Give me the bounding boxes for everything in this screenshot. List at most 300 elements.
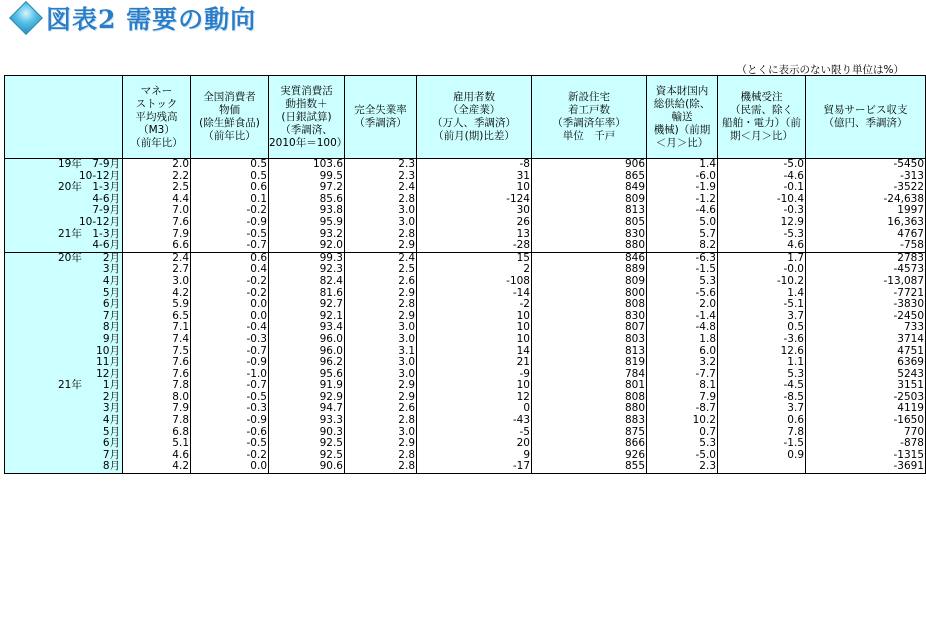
data-cell: -3830 [806,299,926,311]
data-cell: 8.2 [647,240,718,252]
header-line: （全産業） [447,104,501,116]
data-cell: 830 [532,311,647,323]
data-cell: -0.9 [191,217,269,229]
data-cell: 31 [417,171,532,183]
data-cell: 2.3 [647,461,718,473]
data-cell: -0.2 [191,450,269,462]
data-cell: 3.0 [345,427,417,439]
header-row [5,76,926,159]
data-cell: 3.1 [345,346,417,358]
data-cell: 2.6 [345,403,417,415]
data-cell: 10 [417,380,532,392]
data-cell: -10.2 [718,276,806,288]
data-cell: 865 [532,171,647,183]
row-label: 5月 [5,427,123,439]
row-label: 10月 [5,346,123,358]
data-cell: -4.8 [647,322,718,334]
data-cell: 1.4 [718,288,806,300]
data-cell: 10 [417,182,532,194]
header-line: 資本財国内 [655,84,709,97]
row-label: 7-9月 [5,205,123,217]
data-cell: 0.0 [191,461,269,473]
data-cell: 1.4 [647,159,718,171]
header-line: ストック [135,97,178,110]
data-cell: 10 [417,322,532,334]
header-line: （M3） [138,123,175,136]
data-cell: 2.6 [345,276,417,288]
data-cell: 90.3 [269,427,345,439]
header-line: （季調済） [354,117,407,129]
quarterly-row [5,159,926,171]
data-cell: 5.0 [647,217,718,229]
data-cell: 819 [532,357,647,369]
data-cell: 2.8 [345,461,417,473]
data-cell: 92.0 [269,240,345,252]
header-cell [532,76,647,159]
data-cell: -108 [417,276,532,288]
header-cell [718,76,806,159]
header-cell [806,76,926,159]
row-label: 7月 [5,450,123,462]
data-cell [718,461,806,473]
data-cell: 2.9 [345,311,417,323]
header-line: （億円、季調済） [823,117,908,129]
row-label: 8月 [5,461,123,473]
data-cell: -2450 [806,311,926,323]
data-cell: 7.6 [123,369,191,381]
data-cell: -7.7 [647,369,718,381]
data-cell: 91.9 [269,380,345,392]
data-cell: 92.5 [269,450,345,462]
data-cell: -10.4 [718,194,806,206]
data-cell: 99.5 [269,171,345,183]
data-cell: 855 [532,461,647,473]
row-label: 21年 1-3月 [5,229,123,241]
header-line: 機械)（前期 [653,123,711,136]
data-cell: 6369 [806,357,926,369]
data-cell: 808 [532,299,647,311]
data-cell: -1.0 [191,369,269,381]
data-cell: -1650 [806,415,926,427]
data-cell: -0.0 [718,264,806,276]
data-cell: 3.0 [123,276,191,288]
data-cell: 7.6 [123,217,191,229]
data-cell: 7.9 [123,229,191,241]
data-cell: -8.7 [647,403,718,415]
data-cell: 0.9 [718,450,806,462]
data-cell: 4.2 [123,461,191,473]
data-cell: 4.4 [123,194,191,206]
data-cell: 0.7 [647,427,718,439]
header-line: ＜月＞比） [655,136,709,149]
data-cell: -0.2 [191,205,269,217]
data-cell: 4.6 [718,240,806,252]
data-cell: 82.4 [269,276,345,288]
row-label: 12月 [5,369,123,381]
data-cell: 7.6 [123,357,191,369]
data-cell: 5.7 [647,229,718,241]
header-cell [191,76,269,159]
data-cell: 733 [806,322,926,334]
data-cell: 93.2 [269,229,345,241]
data-cell: -0.5 [191,392,269,404]
data-cell: 7.8 [718,427,806,439]
row-label: 4-6月 [5,194,123,206]
data-cell: -313 [806,171,926,183]
data-cell: 2.4 [123,252,191,264]
data-cell: 5243 [806,369,926,381]
data-cell: -24,638 [806,194,926,206]
data-cell: 2 [417,264,532,276]
data-cell: -758 [806,240,926,252]
data-cell: 7.9 [647,392,718,404]
row-label: 4月 [5,415,123,427]
data-cell: 2.2 [123,171,191,183]
data-cell: 2783 [806,252,926,264]
data-cell: -5.0 [718,159,806,171]
header-line: （前年比） [203,130,256,142]
data-cell: 3.0 [345,369,417,381]
data-cell: -0.1 [718,182,806,194]
data-cell: 0 [417,403,532,415]
data-cell: 12.9 [718,217,806,229]
data-cell: 813 [532,346,647,358]
data-cell: 94.7 [269,403,345,415]
data-cell: 14 [417,346,532,358]
data-cell: 8.1 [647,380,718,392]
data-cell: 866 [532,438,647,450]
data-cell: -0.3 [191,403,269,415]
data-cell: 803 [532,334,647,346]
row-label: 11月 [5,357,123,369]
data-cell: 4767 [806,229,926,241]
data-cell: -2503 [806,392,926,404]
data-cell: -4.6 [647,205,718,217]
data-cell: -0.5 [191,438,269,450]
data-cell: 13 [417,229,532,241]
data-cell: -6.0 [647,171,718,183]
data-cell: 2.5 [345,264,417,276]
header-line: 総供給(除、 [653,97,711,110]
data-cell: -878 [806,438,926,450]
header-line: （万人、季調済） [432,117,516,129]
data-cell: 2.3 [345,159,417,171]
row-label: 3月 [5,403,123,415]
data-cell: 93.4 [269,322,345,334]
data-cell: 0.5 [718,322,806,334]
header-line: (除生鮮食品) [199,117,260,129]
data-cell: 93.3 [269,415,345,427]
monthly-row [5,415,926,427]
data-cell: 92.5 [269,438,345,450]
data-cell: 7.5 [123,346,191,358]
header-line: 完全失業率 [354,104,407,116]
data-cell: 95.6 [269,369,345,381]
data-cell: -5450 [806,159,926,171]
row-label: 4-6月 [5,240,123,252]
data-cell: -0.2 [191,276,269,288]
data-cell: 5.1 [123,438,191,450]
data-cell: 12 [417,392,532,404]
data-cell: 16,363 [806,217,926,229]
row-label: 2月 [5,392,123,404]
data-cell: -0.7 [191,346,269,358]
data-cell: 2.8 [345,299,417,311]
data-cell: 2.9 [345,240,417,252]
row-label: 9月 [5,334,123,346]
data-cell: 830 [532,229,647,241]
data-cell: -17 [417,461,532,473]
data-cell: 805 [532,217,647,229]
header-line: マネー [140,84,173,97]
data-cell: -8 [417,159,532,171]
data-cell: 849 [532,182,647,194]
data-cell: -1.4 [647,311,718,323]
data-cell: -5.0 [647,450,718,462]
data-cell: 2.8 [345,194,417,206]
data-cell: 1.7 [718,252,806,264]
data-cell: 926 [532,450,647,462]
data-cell: 809 [532,194,647,206]
data-cell: 0.6 [191,252,269,264]
header-line: (日銀試算) [281,110,332,123]
data-cell: -1.5 [718,438,806,450]
monthly-row [5,357,926,369]
data-cell: 2.5 [123,182,191,194]
data-cell: 906 [532,159,647,171]
data-cell: 846 [532,252,647,264]
monthly-row [5,461,926,473]
data-cell: 0.5 [191,171,269,183]
data-cell: 2.4 [345,182,417,194]
data-cell: 2.8 [345,229,417,241]
data-cell: -0.3 [191,334,269,346]
row-label: 21年 1月 [5,380,123,392]
data-cell: 7.4 [123,334,191,346]
header-line: 船舶・電力）（前 [722,117,801,129]
header-cell [345,76,417,159]
data-cell: 875 [532,427,647,439]
data-cell: 2.3 [345,171,417,183]
data-cell: 0.0 [191,299,269,311]
data-cell: 784 [532,369,647,381]
data-cell: 92.1 [269,311,345,323]
header-line: （前年比） [130,136,183,149]
data-cell: 96.0 [269,346,345,358]
quarterly-row [5,240,926,252]
data-cell: 3.0 [345,322,417,334]
header-line: 動指数＋ [285,97,328,110]
data-cell: 5.3 [647,438,718,450]
data-cell: 1997 [806,205,926,217]
monthly-row [5,450,926,462]
data-cell: 2.9 [345,438,417,450]
data-cell: -0.4 [191,322,269,334]
data-cell: 7.8 [123,415,191,427]
data-cell: -5.6 [647,288,718,300]
data-cell: 5.3 [718,369,806,381]
data-cell: -4.5 [718,380,806,392]
data-cell: -0.9 [191,357,269,369]
data-cell: 3.0 [345,334,417,346]
header-cell [269,76,348,159]
data-cell: -3691 [806,461,926,473]
header-corner [5,76,123,159]
row-label: 5月 [5,288,123,300]
data-cell: 4119 [806,403,926,415]
header-line: 雇用者数 [453,91,495,103]
data-cell: 6.6 [123,240,191,252]
data-cell: 10 [417,311,532,323]
data-cell: 808 [532,392,647,404]
header-line: 輸送 [671,110,693,123]
data-cell: 1.1 [718,357,806,369]
data-cell: -1.2 [647,194,718,206]
data-cell: 2.4 [345,252,417,264]
data-cell: -8.5 [718,392,806,404]
header-line: 機械受注 [740,91,783,103]
header-line: 期＜月＞比） [730,130,793,142]
data-cell: 26 [417,217,532,229]
data-cell: 883 [532,415,647,427]
data-cell: 6.8 [123,427,191,439]
header-line: 実質消費活 [280,84,333,97]
data-cell: 5.3 [647,276,718,288]
data-cell: -1.9 [647,182,718,194]
data-cell: 3714 [806,334,926,346]
data-cell: 889 [532,264,647,276]
data-cell: 1.8 [647,334,718,346]
data-cell: -2 [417,299,532,311]
data-cell: 92.7 [269,299,345,311]
figure-title-bar [4,0,256,36]
header-line: 貿易サービス収支 [823,104,908,116]
data-cell: 800 [532,288,647,300]
data-cell: 880 [532,240,647,252]
header-cell [647,76,718,159]
data-cell: 2.8 [345,450,417,462]
data-cell: -1315 [806,450,926,462]
row-label: 10-12月 [5,217,123,229]
data-cell: -0.3 [718,205,806,217]
data-cell: 7.9 [123,403,191,415]
data-cell: 770 [806,427,926,439]
data-cell: -0.7 [191,380,269,392]
header-line: 着工戸数 [568,104,610,116]
row-label: 10-12月 [5,171,123,183]
data-cell: 96.0 [269,334,345,346]
data-cell: 30 [417,205,532,217]
row-label: 8月 [5,322,123,334]
data-cell: 9 [417,450,532,462]
data-cell: 0.0 [191,311,269,323]
header-line: 全国消費者 [203,91,256,103]
data-cell: -13,087 [806,276,926,288]
data-cell: 97.2 [269,182,345,194]
data-cell: 12.6 [718,346,806,358]
data-cell: -4.6 [718,171,806,183]
data-cell: 0.6 [191,182,269,194]
unit-note: （とくに表示のない限り単位は%） [736,64,904,76]
data-cell: 99.3 [269,252,345,264]
data-cell: 5.9 [123,299,191,311]
monthly-row [5,276,926,288]
data-cell: 6.0 [647,346,718,358]
data-cell: 2.9 [345,380,417,392]
data-cell: 20 [417,438,532,450]
data-cell: 7.1 [123,322,191,334]
row-label: 3月 [5,264,123,276]
data-cell: -1.5 [647,264,718,276]
data-cell: 2.7 [123,264,191,276]
header-cell [417,76,532,159]
data-cell: 2.0 [647,299,718,311]
data-cell: -5 [417,427,532,439]
data-cell: 8.0 [123,392,191,404]
data-cell: 10.2 [647,415,718,427]
data-cell: -0.6 [191,427,269,439]
data-cell: 93.8 [269,205,345,217]
data-cell: 90.6 [269,461,345,473]
data-cell: -0.7 [191,240,269,252]
monthly-row [5,334,926,346]
header-line: 2010年＝100） [269,136,348,149]
data-cell: 6.5 [123,311,191,323]
data-cell: 2.0 [123,159,191,171]
data-cell: 0.1 [191,194,269,206]
data-cell: 21 [417,357,532,369]
data-cell: -6.3 [647,252,718,264]
data-cell: 2.9 [345,392,417,404]
data-cell: -14 [417,288,532,300]
monthly-row [5,299,926,311]
data-cell: -28 [417,240,532,252]
data-cell: 3.2 [647,357,718,369]
data-cell: 10 [417,334,532,346]
header-line: （前月(期)比差） [433,130,515,142]
header-line: 平均残高 [135,110,178,123]
row-label: 4月 [5,276,123,288]
data-cell: 3.7 [718,403,806,415]
data-cell: 3151 [806,380,926,392]
data-cell: -5.1 [718,299,806,311]
data-cell: 3.0 [345,217,417,229]
header-cell [123,76,191,159]
data-cell: 0.4 [191,264,269,276]
header-line: 新設住宅 [568,91,610,103]
data-cell: 92.3 [269,264,345,276]
data-cell: 85.6 [269,194,345,206]
data-cell: 813 [532,205,647,217]
diamond-icon [9,1,43,35]
quarterly-row [5,217,926,229]
data-cell: 3.0 [345,205,417,217]
data-cell: 95.9 [269,217,345,229]
data-cell: 92.9 [269,392,345,404]
data-cell: -0.9 [191,415,269,427]
data-cell: -3522 [806,182,926,194]
data-cell: -5.3 [718,229,806,241]
data-cell: -43 [417,415,532,427]
data-cell: -124 [417,194,532,206]
header-line: （季調済年率） [552,117,626,129]
data-cell: 801 [532,380,647,392]
data-cell: 2.9 [345,288,417,300]
header-line: 物価 [219,104,240,116]
row-label: 7月 [5,311,123,323]
data-cell: 0.6 [718,415,806,427]
header-line: （季調済、 [280,123,333,136]
